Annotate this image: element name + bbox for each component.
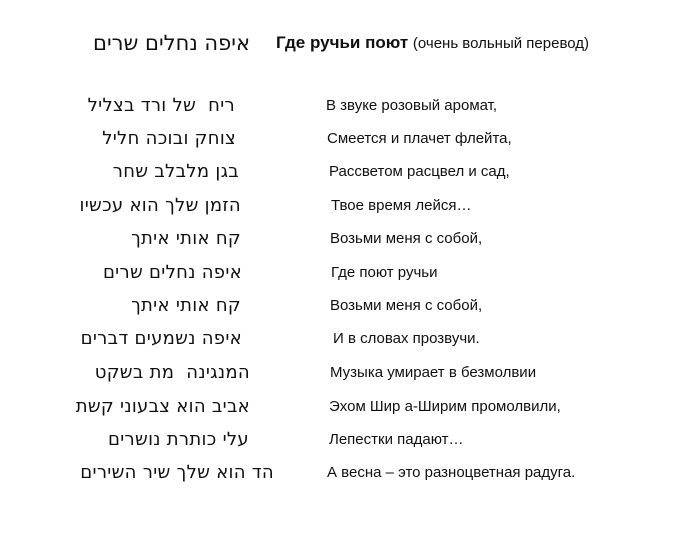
hebrew-line: קח אותי איתך	[131, 228, 241, 249]
hebrew-title: איפה נחלים שרים	[93, 31, 250, 55]
russian-line: Музыка умирает в безмолвии	[330, 364, 537, 381]
russian-line: В звуке розовый аромат,	[326, 97, 498, 114]
hebrew-line: המנגינה מת בשקט	[94, 362, 250, 383]
poem-line	[0, 462, 687, 486]
poem-line	[0, 161, 687, 185]
poem-line	[0, 95, 687, 119]
russian-line: Возьми меня с собой,	[330, 297, 483, 314]
poem-line	[0, 396, 687, 420]
russian-line: Лепестки падают…	[329, 431, 464, 448]
poem-line	[0, 362, 687, 386]
poem-line	[0, 328, 687, 352]
hebrew-line: אביב הוא צבעוני קשת	[75, 396, 250, 417]
hebrew-line: קח אותי איתך	[131, 295, 241, 316]
poem-line	[0, 262, 687, 286]
poem-line	[0, 295, 687, 319]
hebrew-line: הד הוא שלך שיר השירים	[80, 462, 274, 483]
poem-line	[0, 128, 687, 152]
poem-line	[0, 429, 687, 453]
russian-title	[276, 33, 589, 53]
russian-line: Эхом Шир а-Ширим промолвили,	[329, 398, 561, 415]
hebrew-line: ריח של ורד בצליל	[87, 95, 235, 116]
poem-line	[0, 228, 687, 252]
russian-line: Смеется и плачет флейта,	[327, 130, 512, 147]
russian-line: Твое время лейся…	[331, 197, 472, 214]
hebrew-line: איפה נחלים שרים	[102, 262, 242, 283]
hebrew-line: הזמן שלך הוא עכשיו	[79, 195, 241, 216]
hebrew-line: איפה נשמעים דברים	[80, 328, 242, 349]
hebrew-line: בגן מלבלב שחר	[112, 161, 239, 182]
russian-title-main: Где ручьи поют	[276, 33, 409, 52]
russian-line: Где поют ручьи	[331, 264, 438, 281]
russian-line: Возьми меня с собой,	[330, 230, 483, 247]
poem-line	[0, 195, 687, 219]
russian-title-note: (очень вольный перевод)	[412, 35, 590, 52]
russian-line: А весна – это разноцветная радуга.	[327, 464, 576, 481]
russian-line: И в словах прозвучи.	[333, 330, 480, 347]
hebrew-line: צוחק ובוכה חליל	[102, 128, 236, 149]
russian-line: Рассветом расцвел и сад,	[329, 163, 510, 180]
hebrew-line: עלי כותרת נושרים	[107, 429, 249, 450]
